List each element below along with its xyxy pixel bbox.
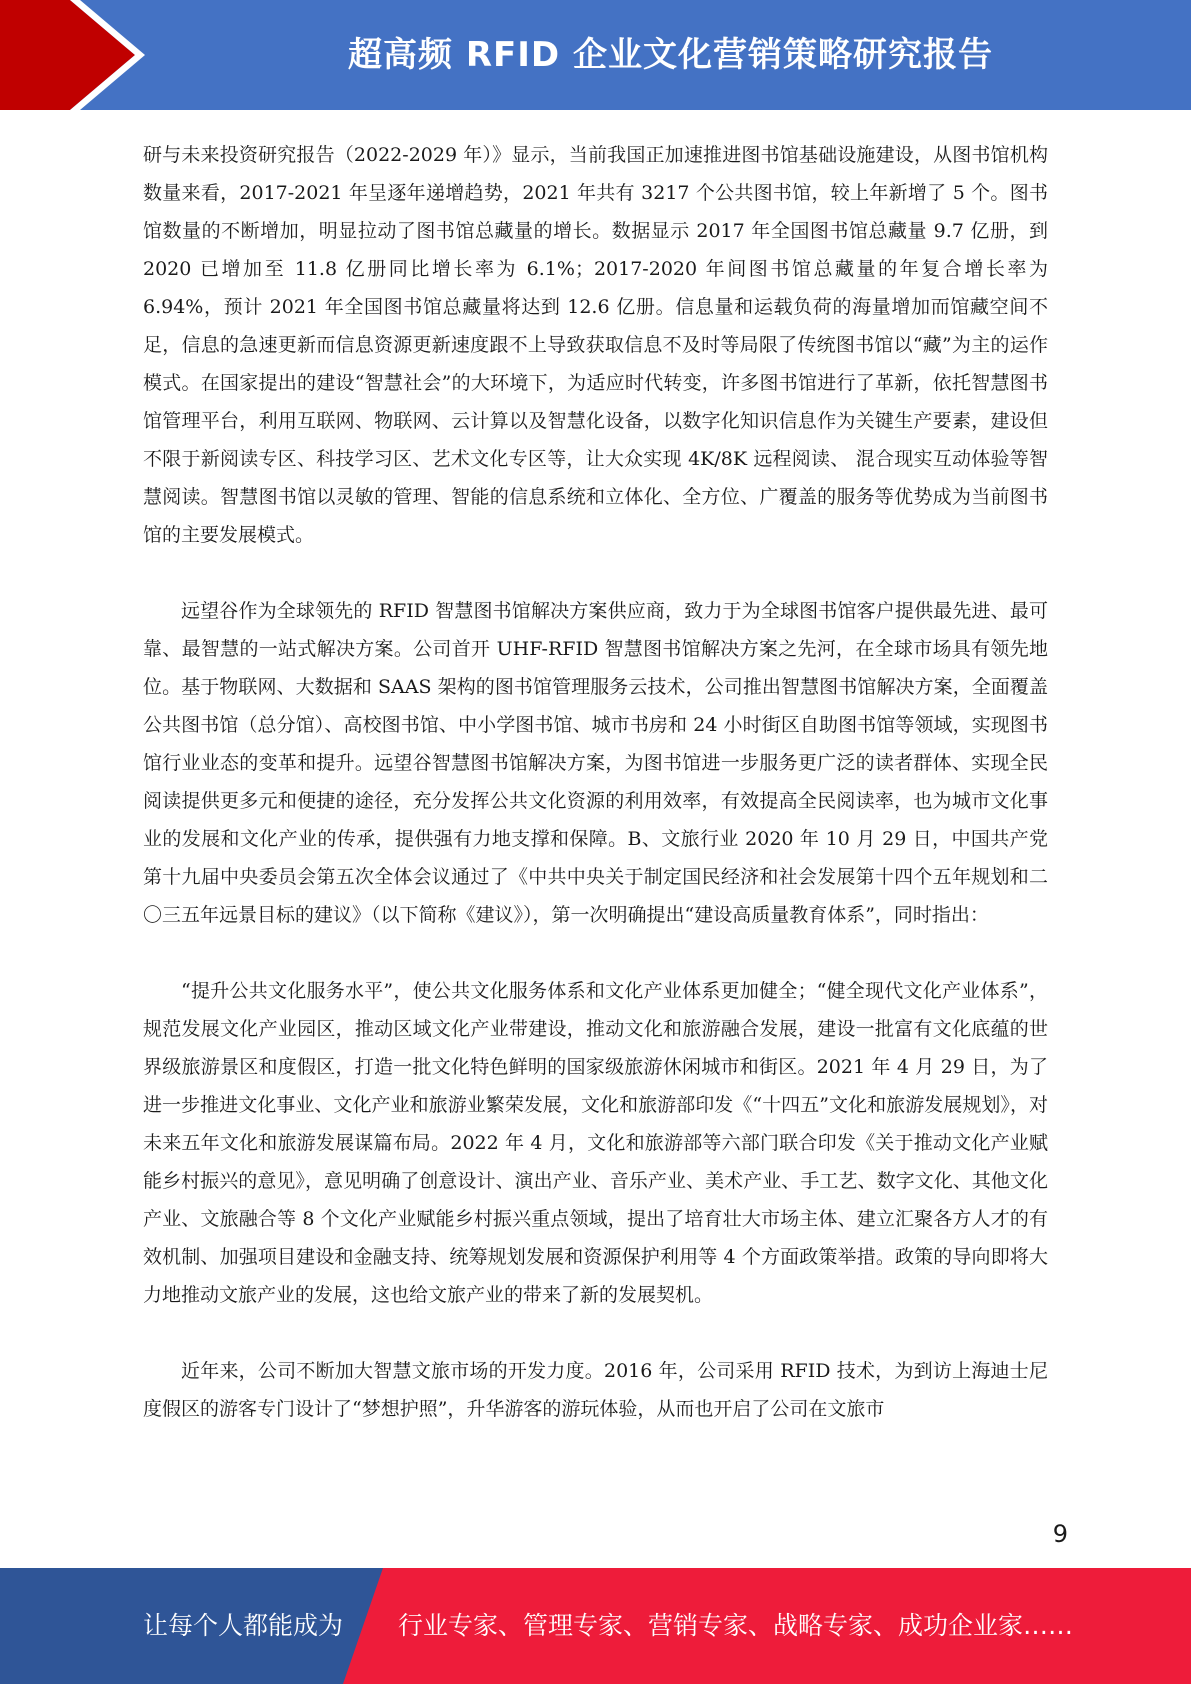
page-header	[0, 0, 1191, 110]
report-title: 超高频 RFID 企业文化营销策略研究报告	[348, 35, 993, 75]
page-number: 9	[1052, 1520, 1068, 1548]
footer-slogan-left: 让每个人都能成为	[143, 1611, 344, 1640]
paragraph-library-statistics: 研与未来投资研究报告（2022-2029 年）》显示，当前我国正加速推进图书馆基础设施建设，从图书馆机构数量来看，2017-2021 年呈逐年递增趋势，2021 年共有 3217 个公共图书馆，较上年新增了 5 个。图书馆数量的不断增加，明显拉动了图书馆总藏量的增长。数据显示 2017 年全国图书馆总藏量 9.7 亿册，到 2020 已增加至 11.8 亿册同比增长率为 6.1%；2017-2020 年间图书馆总藏量的年复合增长率为 6.94%，预计 2021 年全国图书馆总藏量将达到 12.6 亿册。信息量和运载负荷的海量增加而馆藏空间不足，信息的急速更新而信息资源更新速度跟不上导致获取信息不及时等局限了传统图书馆以“藏”为主的运作模式。在国家提出的建设“智慧社会”的大环境下，为适应时代转变，许多图书馆进行了革新，依托智慧图书馆管理平台，利用互联网、物联网、云计算以及智慧化设备，以数字化知识信息作为关键生产要素，建设但不限于新阅读专区、科技学习区、艺术文化专区等，让大众实现 4K/8K 远程阅读、 混合现实互动体验等智慧阅读。智慧图书馆以灵敏的管理、智能的信息系统和立体化、全方位、广覆盖的服务等优势成为当前图书馆的主要发展模式。	[143, 144, 1048, 546]
body-content	[143, 136, 1048, 1428]
paragraph-cultural-tourism-policy: “提升公共文化服务水平”，使公共文化服务体系和文化产业体系更加健全；“健全现代文化产业体系”，规范发展文化产业园区，推动区域文化产业带建设，推动文化和旅游融合发展，建设一批富有文化底蕴的世界级旅游景区和度假区，打造一批文化特色鲜明的国家级旅游休闲城市和街区。2021 年 4 月 29 日，为了进一步推进文化事业、文化产业和旅游业繁荣发展，文化和旅游部印发《“十四五”文化和旅游发展规划》，对未来五年文化和旅游发展谋篇布局。2022 年 4 月，文化和旅游部等六部门联合印发《关于推动文化产业赋能乡村振兴的意见》，意见明确了创意设计、演出产业、音乐产业、美术产业、手工艺、数字文化、其他文化产业、文旅融合等 8 个文化产业赋能乡村振兴重点领域，提出了培育壮大市场主体、建立汇聚各方人才的有效机制、加强项目建设和金融支持、统筹规划发展和资源保护利用等 4 个方面政策举措。政策的导向即将大力地推动文旅产业的发展，这也给文旅产业的带来了新的发展契机。	[143, 980, 1048, 1306]
header-arrow-decoration	[0, 0, 150, 110]
footer-slogan-right: 行业专家、管理专家、营销专家、战略专家、成功企业家……	[398, 1611, 1074, 1640]
paragraph-company-library-solution: 远望谷作为全球领先的 RFID 智慧图书馆解决方案供应商，致力于为全球图书馆客户提供最先进、最可靠、最智慧的一站式解决方案。公司首开 UHF-RFID 智慧图书馆解决方案之先河，在全球市场具有领先地位。基于物联网、大数据和 SAAS 架构的图书馆管理服务云技术，公司推出智慧图书馆解决方案，全面覆盖公共图书馆（总分馆）、高校图书馆、中小学图书馆、城市书房和 24 小时街区自助图书馆等领域，实现图书馆行业业态的变革和提升。远望谷智慧图书馆解决方案，为图书馆进一步服务更广泛的读者群体、实现全民阅读提供更多元和便捷的途径，充分发挥公共文化资源的利用效率，有效提高全民阅读率，也为城市文化事业的发展和文化产业的传承，提供强有力地支撑和保障。B、文旅行业 2020 年 10 月 29 日，中国共产党第十九届中央委员会第五次全体会议通过了《中共中央关于制定国民经济和社会发展第十四个五年规划和二〇三五年远景目标的建议》（以下简称《建议》），第一次明确提出“建设高质量教育体系”，同时指出：	[143, 600, 1048, 926]
page-footer	[0, 1568, 1191, 1684]
paragraph-smart-tourism: 近年来，公司不断加大智慧文旅市场的开发力度。2016 年，公司采用 RFID 技术，为到访上海迪士尼度假区的游客专门设计了“梦想护照”，升华游客的游玩体验，从而也开启了公司在文旅市	[143, 1360, 1048, 1420]
